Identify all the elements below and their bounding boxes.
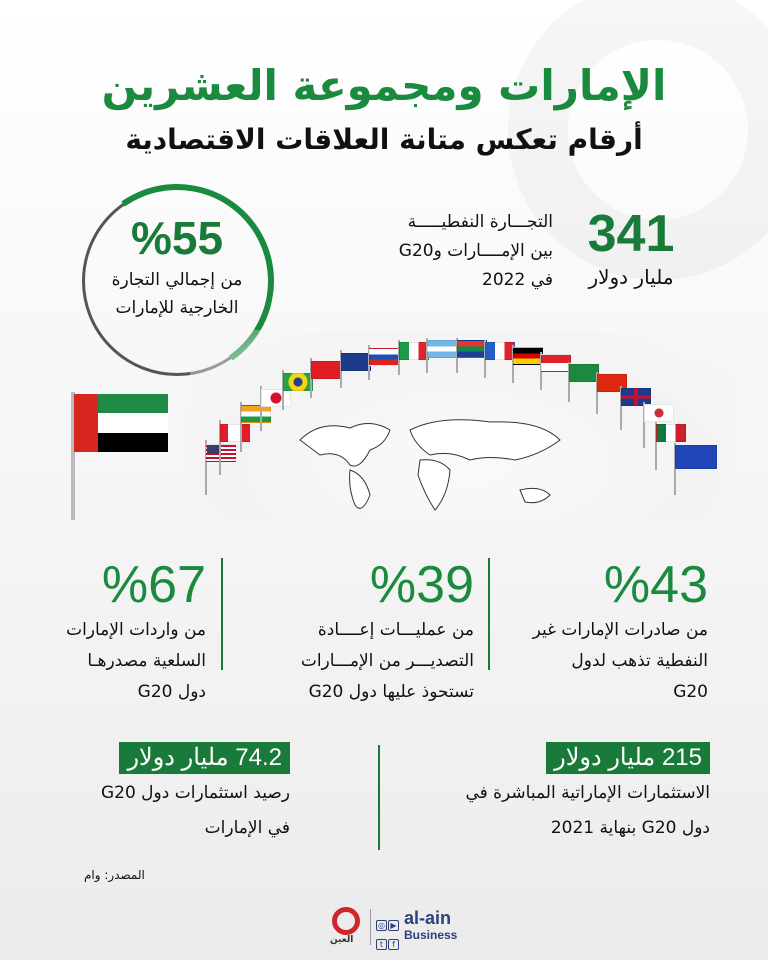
logo-line1: al-ain (404, 908, 452, 928)
uae-investments-in-g20 (390, 742, 710, 844)
oil-trade-value: 341 (587, 205, 675, 263)
flag-russia (369, 348, 399, 366)
flag-turkey (311, 361, 341, 379)
foreign-trade-share-value: %55 (130, 212, 224, 264)
investment-badge: 215 مليار دولار (546, 742, 710, 774)
stat-line: من عمليـــات إعــــادة (317, 620, 474, 640)
al-ain-business-logo (328, 905, 458, 949)
desc-line: بين الإمــــارات وG20 (398, 241, 553, 261)
flag-brazil (283, 373, 313, 391)
flag-india (241, 405, 271, 423)
facebook-icon: f (388, 939, 399, 950)
flag-mexico (656, 424, 686, 442)
page-subtitle: أرقام تعكس متانة العلاقات الاقتصادية (125, 123, 643, 156)
flag-saudi-arabia (569, 364, 599, 382)
divider (221, 558, 223, 670)
stat-line: دول G20 (137, 682, 206, 702)
stat-imports (26, 555, 206, 708)
investment-badge: 74.2 مليار دولار (119, 742, 290, 774)
divider (488, 558, 490, 670)
desc-line: الخارجية للإمارات (115, 298, 239, 318)
investment-line: رصيد استثمارات دول G20 (100, 783, 290, 803)
world-map-icon (290, 410, 580, 520)
stat-line: G20 (673, 682, 708, 702)
flag-germany (513, 347, 543, 365)
stat-line: من واردات الإمارات (66, 620, 206, 640)
investment-line: الاستثمارات الإماراتية المباشرة في (465, 783, 710, 803)
flag-uae (74, 394, 168, 452)
stat-value: %43 (603, 556, 708, 614)
flag-south-korea (644, 404, 674, 422)
flag-canada (220, 424, 250, 442)
investment-line: في الإمارات (204, 818, 290, 838)
flag-italy (399, 342, 429, 360)
stat-line: من صادرات الإمارات غير (532, 620, 708, 640)
twitter-icon: t (376, 939, 387, 950)
flag-eu (675, 445, 717, 469)
investment-line: دول G20 بنهاية 2021 (550, 818, 710, 838)
stat-re-exports (274, 555, 474, 708)
logo-line2: Business (404, 928, 458, 942)
stat-line: السلعية مصدرهـا (87, 651, 206, 671)
flag-indonesia (541, 354, 571, 372)
stat-non-oil-exports (508, 555, 708, 708)
stat-line: التصديـــر من الإمـــارات (300, 651, 474, 671)
desc-line: التجـــارة النفطيـــــة (407, 212, 553, 232)
stat-line: النفطية تذهب لدول (571, 651, 708, 671)
foreign-trade-share (82, 210, 272, 322)
g20-investments-in-uae (50, 742, 290, 844)
oil-trade-value-block (576, 205, 686, 291)
flag-usa (206, 444, 236, 462)
stat-value: %39 (369, 556, 474, 614)
logo-arabic: العين (330, 935, 354, 945)
divider (378, 745, 380, 850)
flag-japan (261, 389, 291, 407)
source-note: المصدر: وام (84, 868, 145, 882)
flag-argentina (427, 340, 457, 358)
desc-line: في 2022 (482, 270, 553, 290)
flag-australia (341, 353, 371, 371)
youtube-icon: ▶ (388, 920, 399, 931)
flag-south-africa (457, 340, 487, 358)
oil-trade-description (353, 208, 553, 295)
flag-france (485, 342, 515, 360)
page-title: الإمارات ومجموعة العشرين (101, 61, 667, 110)
oil-trade-unit: مليار دولار (588, 265, 674, 289)
stat-line: تستحوذ عليها دول G20 (308, 682, 474, 702)
stat-value: %67 (101, 556, 206, 614)
instagram-icon: ◎ (376, 920, 387, 931)
desc-line: من إجمالي التجارة (111, 270, 243, 290)
al-ain-mark-icon (332, 907, 360, 935)
